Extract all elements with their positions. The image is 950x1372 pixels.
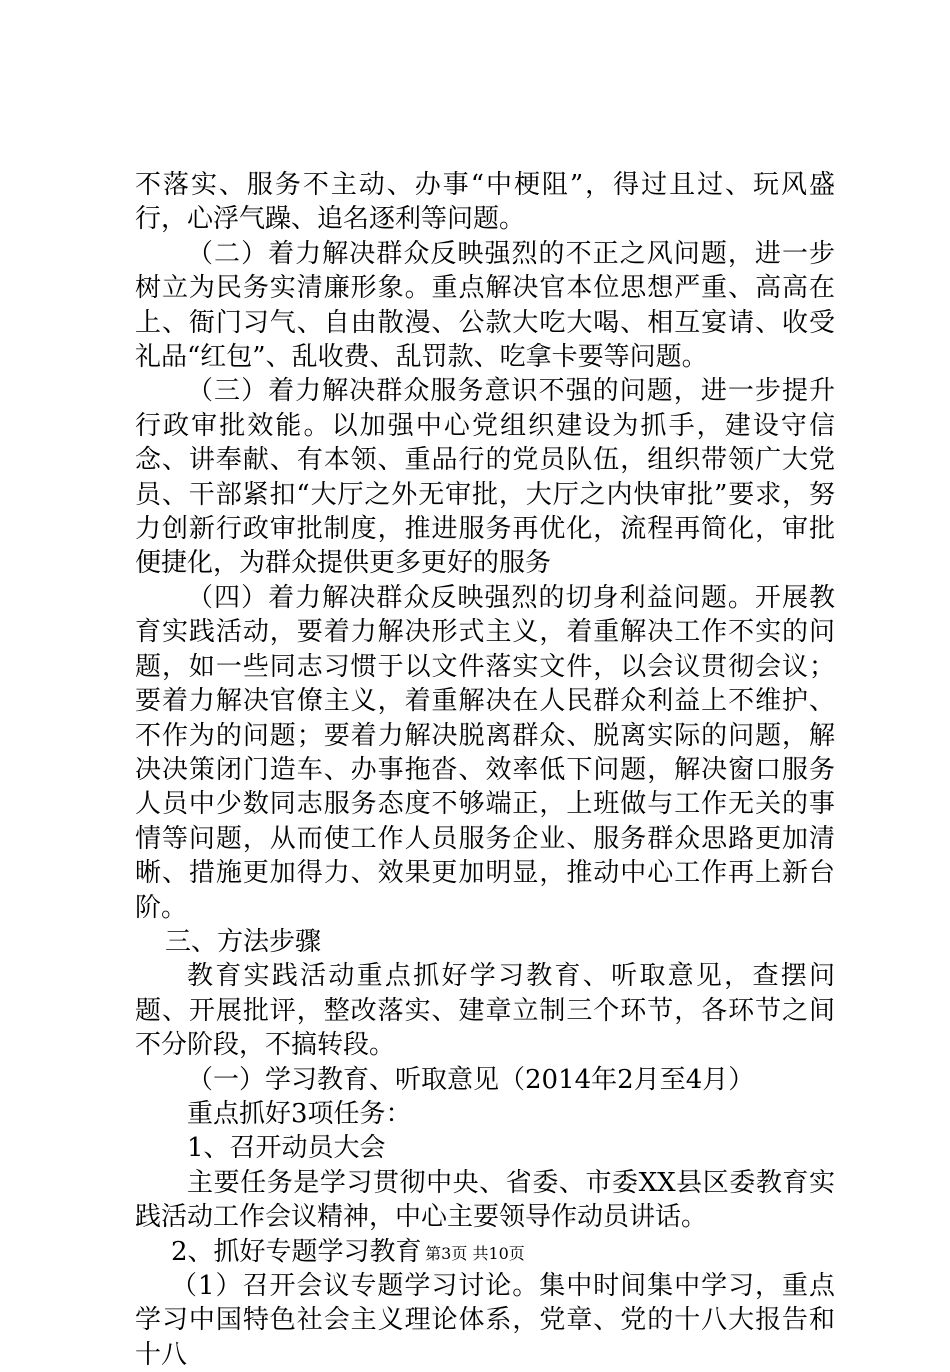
paragraph-tasks-intro: 重点抓好3项任务： <box>187 1098 412 1129</box>
paragraph-item-2: （二）着力解决群众反映强烈的不正之风问题，进一步树立为民务实清廉形象。重点解决官本位思想严重、高高在上、衙门习气、自由散漫、公款大吃大喝、相互宴请、收受礼品“红包”、乱收费、乱罚款、吃拿卡要等问题。 <box>135 238 835 373</box>
item-heading-2: 2、抓好专题学习教育 <box>171 1236 422 1267</box>
paragraph-item-4: （四）着力解决群众反映强烈的切身利益问题。开展教育实践活动，要着力解决形式主义，着重解决工作不实的问题，如一些同志习惯于以文件落实文件，以会议贯彻会议；要着力解决官僚主义，着重解决在人民群众利益上不维护、不作为的问题；要着力解决脱离群众、脱离实际的问题，解决决策闭门造车、办事拖沓、效率低下问题，解决窗口服务人员中少数同志服务态度不够端正，上班做与工作无关的事情等问题，从而使工作人员服务企业、服务群众思路更加清晰、措施更加得力、效果更加明显，推动中心工作再上新台阶。 <box>135 582 835 923</box>
paragraph-item-1-detail: 主要任务是学习贯彻中央、省委、市委XX县区委教育实践活动工作会议精神，中心主要领导作动员讲话。 <box>135 1167 835 1233</box>
paragraph-continuation: 不落实、服务不主动、办事“中梗阻”，得过且过、玩风盛行，心浮气躁、追名逐利等问题。 <box>135 170 835 235</box>
subsection-heading-study: （一）学习教育、听取意见（2014年2月至4月） <box>187 1064 755 1095</box>
page-footer: 第3页 共10页 <box>425 1244 525 1263</box>
document-body <box>135 168 835 1372</box>
paragraph-item-3: （三）着力解决群众服务意识不强的问题，进一步提升行政审批效能。以加强中心党组织建设为抓手，建设守信念、讲奉献、有本领、重品行的党员队伍，组织带领广大党员、干部紧扣“大厅之外无审批，大厅之内快审批”要求，努力创新行政审批制度，推进服务再优化，流程再简化，审批便捷化，为群众提供更多更好的服务 <box>135 376 835 579</box>
paragraph-item-2-1: （1）召开会议专题学习讨论。集中时间集中学习，重点学习中国特色社会主义理论体系，党章、党的十八大报告和十八 <box>135 1271 835 1370</box>
paragraph-methods-intro: 教育实践活动重点抓好学习教育、听取意见，查摆问题、开展批评，整改落实、建章立制三个环节，各环节之间不分阶段，不搞转段。 <box>135 961 835 1061</box>
section-heading-methods: 三、方法步骤 <box>165 926 322 957</box>
item-heading-1: 1、召开动员大会 <box>187 1133 386 1164</box>
